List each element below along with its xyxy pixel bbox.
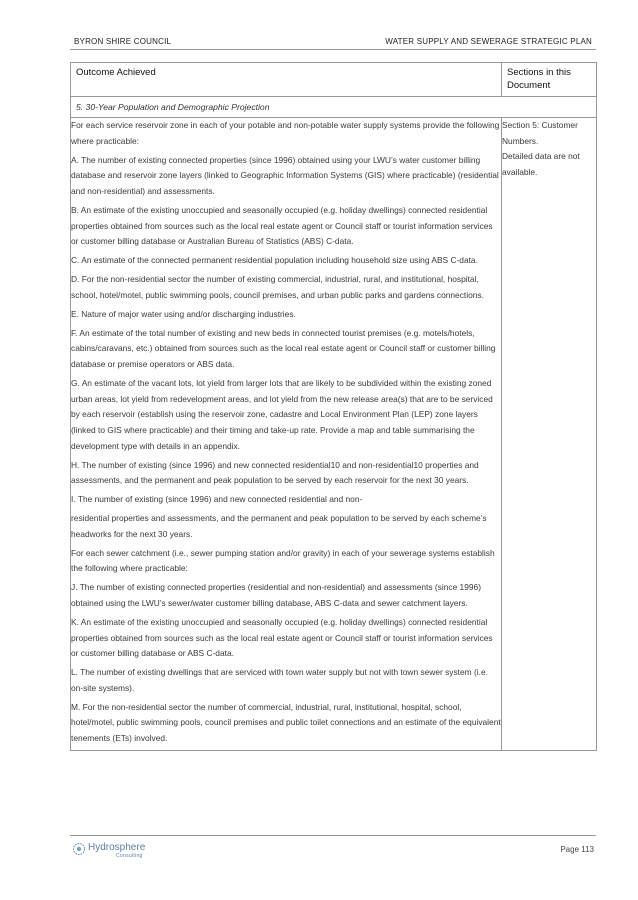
col-header-sections: Sections in this Document (502, 63, 597, 97)
header-divider (70, 49, 596, 50)
paragraph-sewer-intro: For each sewer catchment (i.e., sewer pumping station and/or gravity) in each of your sewerage systems establish the following where practicable: (71, 547, 495, 574)
logo-wordmark: Hydrosphere (88, 842, 146, 853)
hydrosphere-logo (72, 841, 182, 861)
paragraph-a: A. The number of existing connected properties (since 1996) obtained using your LWU’s water customer billing database and reservoir zone layers (linked to Geographic Information Systems (GIS) where practicable) (residential and non-residential) and assessments. (71, 154, 499, 196)
paragraph-d: D. For the non-residential sector the number of existing commercial, industrial, rural, and institutional, hospital, school, hotel/motel, public swimming pools, council premises, and urban public parks and gardens connections. (71, 274, 484, 300)
paragraph-j: J. The number of existing connected properties (residential and non-residential) and assessments (since 1996) obtained using the LWU’s sewer/water customer billing database, ABS C-data and sewer catchment layers. (71, 582, 481, 608)
section-note: Detailed data are not available. (502, 151, 580, 178)
paragraph-i-cont: residential properties and assessments, and the permanent and peak population to be served by each scheme’s headworks for the next 30 years. (71, 513, 487, 539)
section-title: 5. 30-Year Population and Demographic Projection (76, 102, 270, 112)
droplet-ring-icon (72, 842, 86, 856)
header-right: WATER SUPPLY AND SEWERAGE STRATEGIC PLAN (385, 37, 592, 46)
paragraph-g: G. An estimate of the vacant lots, lot yield from larger lots that are likely to be subdivided within the existing zoned urban areas, lot yield from redevelopment areas, and lot yield from the new release area(s) that are to be serviced by each reservoir (establish using the reservoir zone, cadastre and Local Environment Plan (LEP) zone layers (linked to GIS where practicable) and their timing and take-up rate. Provide a map and table summarising the development type with details in an appendix. (71, 377, 493, 451)
page-number: Page 113 (560, 845, 594, 854)
paragraph-e: E. Nature of major water using and/or discharging industries. (71, 308, 296, 319)
paragraph-i: I. The number of existing (since 1996) and new connected residential and non- (71, 494, 363, 505)
footer-divider (70, 835, 596, 836)
paragraph-f: F. An estimate of the total number of existing and new beds in connected tourist premises (e.g. motels/hotels, cabins/caravans, etc.) obtained from sources such as the local real estate agent or Council staff or customer billing database or premise operators or ABS data. (71, 327, 496, 369)
header-left: BYRON SHIRE COUNCIL (74, 37, 172, 46)
paragraph-b: B. An estimate of the existing unoccupied and seasonally occupied (e.g. holiday dwellings) connected residential properties obtained from sources such as the local real estate agent or Council staff or tourist information services or customer billing database or Australian Bureau of Statistics (ABS) C-data. (71, 204, 493, 247)
paragraph-k: K. An estimate of the existing unoccupied and seasonally occupied (e.g. holiday dwellings) connected residential properties obtained from sources such as the local real estate agent or Council staff or tourist information services or customer billing database or ABS C-data. (71, 616, 493, 659)
logo-subtitle: Consulting (116, 853, 143, 859)
col-header-outcome: Outcome Achieved (71, 63, 502, 97)
page-header (70, 37, 596, 49)
paragraph-intro: For each service reservoir zone in each of your potable and non-potable water supply systems provide the following where practicable: (71, 120, 500, 146)
outcome-table (70, 62, 597, 751)
section-reference: Section 5: Customer Numbers. (502, 120, 578, 146)
sections-body (502, 118, 597, 751)
paragraph-m: M. For the non-residential sector the number of commercial, industrial, rural, institutional, hospital, school, hotel/motel, public swimming pools, council premises and public toilet connections and an estimate of the equivalent tenements (ETs) involved. (71, 701, 501, 744)
paragraph-h: H. The number of existing (since 1996) and new connected residential10 and non-residential10 properties and assessments, and the permanent and peak population to be served by each reservoir for the next 30 years. (71, 459, 479, 486)
section-title-row (71, 97, 597, 118)
outcome-body (71, 118, 502, 751)
paragraph-c: C. An estimate of the connected permanent residential population including household size using ABS C-data. (71, 255, 478, 266)
paragraph-l: L. The number of existing dwellings that are serviced with town water supply but not with town sewer system (i.e. on-site systems). (71, 667, 488, 693)
